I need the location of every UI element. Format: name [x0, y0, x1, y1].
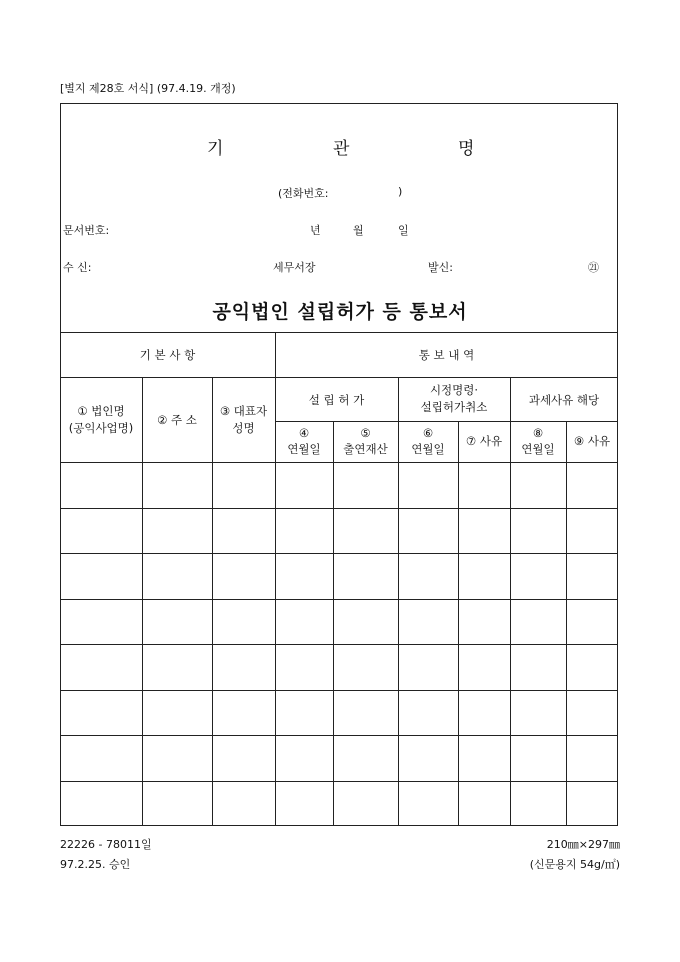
sub5-number: ⑤	[360, 426, 371, 440]
sub4-label: 연월일	[287, 442, 321, 456]
col-divider	[333, 421, 334, 826]
org-name-char-2: 관	[333, 139, 350, 159]
col-divider	[458, 421, 459, 826]
date-year: 년	[310, 224, 321, 237]
table-top-border	[60, 332, 618, 333]
sender-label: 발신:	[428, 261, 453, 274]
sub8-label: 연월일	[521, 442, 555, 456]
recipient-label: 수 신:	[63, 261, 92, 274]
doc-number-label: 문서번호:	[63, 224, 110, 237]
org-name-char-1: 기	[207, 139, 224, 159]
group-correction-line1: 시정명령·	[429, 383, 479, 397]
col-rep-line1: ③ 대표자	[219, 404, 268, 418]
footer-approval: 97.2.25. 승인	[60, 858, 131, 871]
col-name-line1: ① 법인명	[77, 404, 125, 418]
row-line	[60, 599, 618, 600]
col-rep-line2: 성명	[232, 421, 255, 435]
sub4-number: ④	[298, 426, 310, 440]
group-permit: 설 립 허 가	[308, 393, 365, 407]
date-day: 일	[398, 224, 409, 237]
sub8-number: ⑧	[532, 426, 544, 440]
form-number-note: [별지 제28호 서식] (97.4.19. 개정)	[60, 82, 236, 95]
sub5-label: 출연재산	[343, 442, 388, 456]
org-name-char-3: 명	[458, 139, 475, 159]
col-divider	[566, 421, 567, 826]
row-line	[60, 553, 618, 554]
section-basic-header: 기 본 사 항	[139, 348, 196, 362]
section-header-border	[60, 377, 618, 378]
group-tax: 과세사유 해당	[528, 393, 600, 407]
col-divider	[142, 377, 143, 826]
row-line	[60, 690, 618, 691]
col-name-line2: (공익사업명)	[68, 421, 134, 435]
sub7-reason: ⑦ 사유	[465, 434, 503, 448]
form-frame	[60, 103, 618, 826]
sub9-reason: ⑨ 사유	[573, 434, 611, 448]
row-line	[60, 644, 618, 645]
phone-label: (전화번호:	[278, 187, 329, 200]
header-bottom-border	[60, 462, 618, 463]
sub6-label: 연월일	[411, 442, 445, 456]
date-month: 월	[353, 224, 364, 237]
row-line	[60, 735, 618, 736]
section-notice-header: 통 보 내 역	[418, 348, 475, 362]
footer-code: 22226 - 78011일	[60, 838, 152, 851]
seal-mark: ㉑	[588, 261, 599, 274]
footer-size: 210㎜×297㎜	[546, 838, 620, 851]
row-line	[60, 781, 618, 782]
recipient-value: 세무서장	[273, 261, 316, 274]
phone-close: )	[398, 185, 403, 198]
group-correction-line2: 설립허가취소	[420, 400, 488, 414]
footer-paper: (신문용지 54g/㎡)	[529, 858, 620, 871]
col-divider	[212, 377, 213, 826]
col-address: ② 주 소	[157, 413, 197, 427]
row-line	[60, 508, 618, 509]
sub6-number: ⑥	[422, 426, 434, 440]
form-title: 공익법인 설립허가 등 통보서	[212, 301, 468, 323]
